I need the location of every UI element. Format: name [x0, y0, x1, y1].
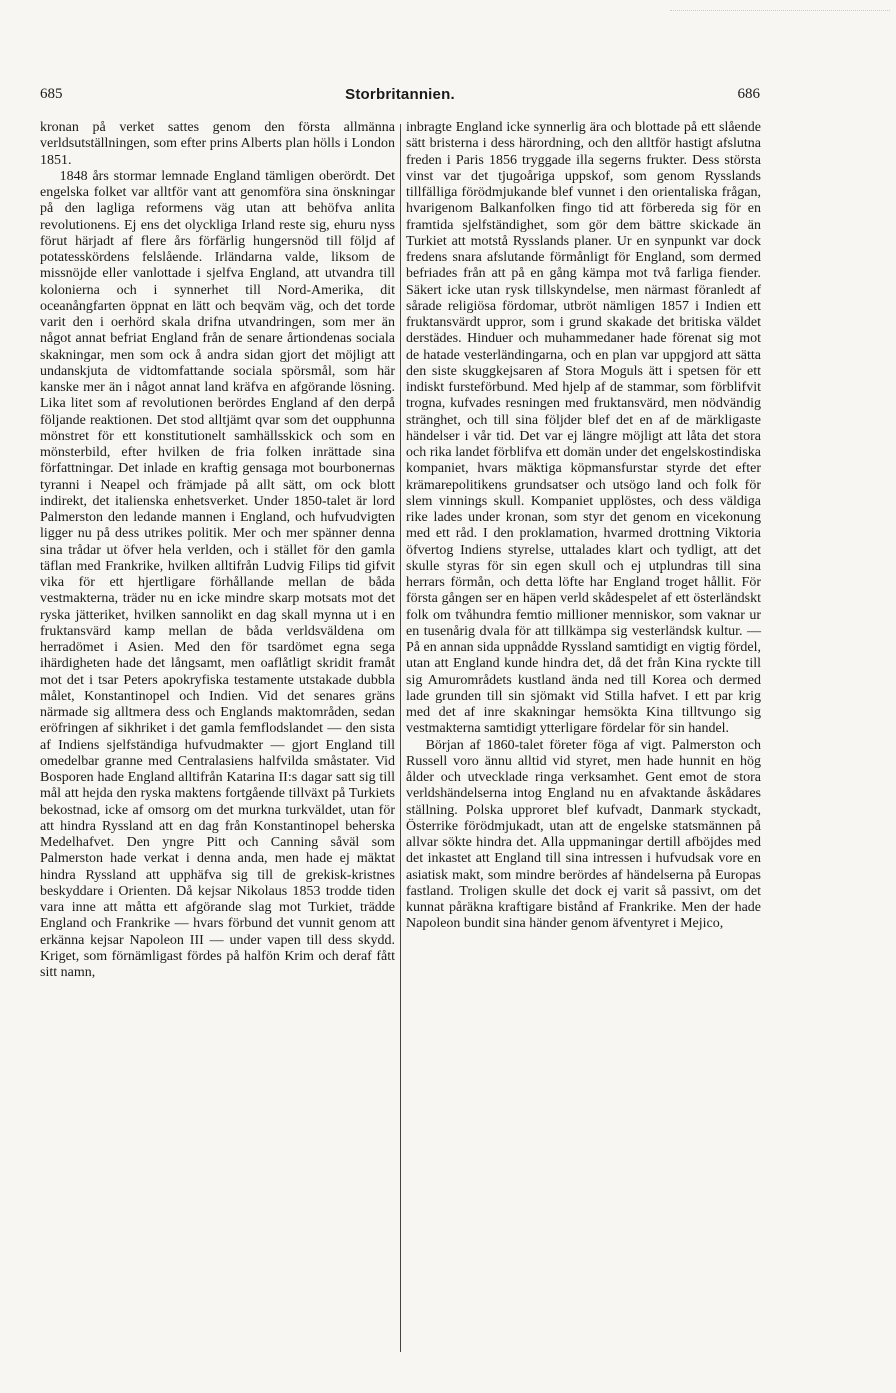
page-number-left: 685 — [40, 86, 63, 102]
column-divider — [400, 124, 401, 1352]
left-column — [40, 120, 395, 1360]
paragraph: kronan på verket sattes genom den första allmänna verldsutställningen, som efter prins Alberts plan hölls i London 1851. — [40, 120, 395, 168]
page-header — [40, 86, 760, 110]
running-title: Storbritannien. — [345, 86, 455, 103]
paragraph: 1848 års stormar lemnade England tämligen oberördt. Det engelska folket var alltför vant att genomföra sina önskningar på den lagliga reformens väg utan att behöfva anlita revolutionens. Ej ens det olyckliga Irland reste sig, ehuru nyss förut härjadt af flere års förfärlig hungersnöd till följd af potatesskördens felslående. Irländarna valde, liksom de missnöjde eller vanlottade i sjelfva England, att utvandra till kolonierna och i synnerhet till Nord-Amerika, dit oceanångfarten öppnat en lätt och beqväm väg, och det torde varit den i oerhörd skala drifna utvandringen, som mer än något annat befriat England från de senare årtiondenas sociala skakningar, men som ock å andra sidan gjort det möjligt att undanskjuta de vidtomfattande sociala spörsmål, som här kanske mer än i något annat land kräfva en afgörande lösning. Lika litet som af revolutionen berördes England af den derpå följande reaktionen. Det stod alltjämt qvar som det oupphunna mönstret för ett konstitutionelt samhällsskick och som en mönsterbild, efter hvilken de fria folken inrättade sina författningar. Det inlade en kraftig gensaga mot bourbonernas tyranni i Neapel och främjade på allt sätt, om ock blott indirekt, det italienska enhetsverket. Under 1850-talet är lord Palmerston den ledande mannen i England, och hufvudvigten ligger nu på dess utrikes politik. Mer och mer spänner denna sina trådar ut öfver hela verlden, och i stället för den gamla täflan med Frankrike, hvilken alltifrån Ludvig Filips tid gifvit vika för ett hjertligare förhållande mellan de båda vestmakterna, träder nu en icke mindre skarp motsats mot det ryska jätteriket, hvilken sannolikt en dag skall mynna ut i en fruktansvärd kamp mellan de båda verldsväldena om herradömet i Asien. Med den för tsardömet egna sega ihärdigheten hade det långsamt, men oaflåtligt skridit framåt mot det i tsar Peters apokryfiska testamente utstakade dubbla målet, Konstantinopel och Indien. Vid det senares gräns närmade sig alltmera dess och Englands maktområden, sedan eröfringen af sikhriket i det gamla femflodslandet — den sista af Indiens sjelfständiga hufvudmakter — gjort England till omedelbar granne med Centralasiens halfvilda småstater. Vid Bosporen hade England alltifrån Katarina II:s dagar satt sig till mål att hejda den ryska maktens fortgående tillväxt på Turkiets bekostnad, icke af omsorg om det murkna turkväldet, utan för att hindra Ryssland att en dag från Konstantinopel beherska Medelhafvet. Den yngre Pitt och Canning såväl som Palmerston hade verkat i denna anda, men hade ej mäktat hindra Ryssland att upphäfva sig till de grekisk-kristnes beskyddare i Orienten. Då kejsar Nikolaus 1853 trodde tiden vara inne att måtta ett afgörande slag mot Turkiet, trädde England och Frankrike — hvars förbund det vunnit genom att erkänna kejsar Napoleon III — under vapen till dess skydd. Kriget, som förnämligast fördes på halfön Krim och deraf fått sitt namn, — [40, 168, 395, 980]
right-column — [406, 120, 761, 1360]
scan-artifact — [670, 10, 890, 13]
page-number-right: 686 — [737, 86, 760, 102]
paragraph: Början af 1860-talet företer föga af vigt. Palmerston och Russell voro ännu alltid vid styret, men hade hunnit en hög ålder och utvecklade ringa verksamhet. Gent emot de stora verldshändelserna intog England nu en afvaktande åskådares ställning. Polska upproret blef kufvadt, Danmark styckadt, Österrike förödmjukadt, utan att de engelske statsmännen på allvar sökte hindra det. Alla uppmaningar dertill afböjdes med det inkastet att England till sina intressen i hufvudsak vore en asiatisk makt, som mindre berördes af händelserna på Europas fastland. Troligen skulle det dock ej varit så passivt, om det kunnat påräkna kraftigare bistånd af Frankrike. Men der hade Napoleon bundit sina händer genom äfventyret i Mejico, — [406, 737, 761, 932]
paragraph: inbragte England icke synnerlig ära och blottade på ett slående sätt bristerna i dess härordning, och den alltför hastigt afslutna freden i Paris 1856 tryggade illa segerns frukter. Dess största vinst var det tjugoåriga uppskof, som genom Rysslands tillfälliga förödmjukande blef vunnet i den orientaliska frågan, hvarigenom Balkanfolken fingo tid att förbereda sig för en framtida sjelfständighet, som gör dem bättre skickade än Turkiet att motstå Rysslands planer. Ur en synpunkt var dock fredens snara afslutande förmånligt för England, som dermed befriades från att på en gång kämpa mot två farliga fiender. Säkert icke utan rysk tillskyndelse, men närmast föranledt af sårade religiösa fördomar, utbröt nämligen 1857 i Indien ett fruktansvärdt uppror, som i grund skakade det britiska väldet derstädes. Hinduer och muhammedaner hade förenat sig mot de hatade vesterländingarna, och en plan var uppgjord att sätta den siste skuggkejsaren af Stora Moguls ätt i spetsen för ett indiskt fursteförbund. Med hjelp af de stammar, som förblifvit trogna, kufvades resningen med fruktansvärd, men nödvändig stränghet, och till sina följder blef det en af de märkligaste händelser i vår tid. Det var ej längre möjligt att låta det stora och rika landet förblifva ett domän under det engelskostindiska kompaniet, hvars mäktiga köpmansfurstar styrde det efter krämarepolitikens grundsatser och utsögo land och folk för slem vinnings skull. Kompaniet upplöstes, och dess väldiga rike lades under kronan, som styr det genom en vicekonung med ett råd. I den proklamation, hvarmed drottning Viktoria öfvertog Indiens styrelse, uttalades klart och tydligt, att det skulle styras för sin egen skull och ej utplundras till sina herrars förmån, och detta löfte har England troget hållit. För första gången ser en häpen verld skådespelet af ett österländskt folk om tvåhundra femtio millioner menniskor, som vaknar ur en tusenårig dvala för att tillkämpa sig vesterländsk kultur. — På en annan sida uppnådde Ryssland samtidigt en vigtig fördel, utan att England kunde hindra det, då det från Kina ryckte till sig Amurområdets kustland ända ned till Korea och dermed lade grunden till sin sjömakt vid Stilla hafvet. I ett par krig med det af inre skakningar hemsökta Kina tilltvungo sig vestmakterna samtidigt ytterligare fördelar för sin handel. — [406, 120, 761, 737]
